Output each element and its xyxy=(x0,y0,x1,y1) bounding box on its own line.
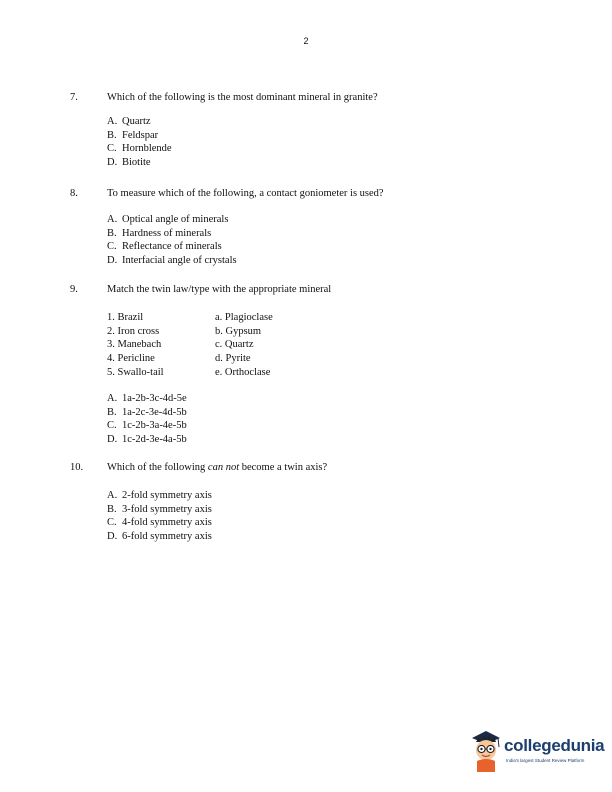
option-b: B. 3-fold symmetry axis xyxy=(107,503,212,515)
option-b: B. Hardness of minerals xyxy=(107,227,212,239)
answer-options xyxy=(107,392,187,447)
question-text: To measure which of the following, a contact goniometer is used? xyxy=(107,188,384,199)
logo-brand-text: collegedunia xyxy=(504,736,605,755)
question-number: 7. xyxy=(70,92,78,103)
option-a: A. 1a-2b-3c-4d-5e xyxy=(107,393,187,404)
list-item: a. Plagioclase xyxy=(215,312,273,323)
list-item: 2. Iron cross xyxy=(107,325,160,337)
option-d: D. Biotite xyxy=(107,157,151,169)
option-c: C. 4-fold symmetry axis xyxy=(107,517,212,529)
option-c: C. Reflectance of minerals xyxy=(107,241,222,253)
list-item: 3. Manebach xyxy=(107,339,162,351)
option-c: C. Hornblende xyxy=(107,143,172,155)
question-number: 8. xyxy=(70,188,78,199)
option-d: D. Interfacial angle of crystals xyxy=(107,255,237,267)
question-text: Match the twin law/type with the appropriate mineral xyxy=(107,284,332,295)
list-item: d. Pyrite xyxy=(215,353,251,365)
option-b: B. Feldspar xyxy=(107,129,159,141)
option-a: A. Optical angle of minerals xyxy=(107,214,229,225)
match-list-minerals xyxy=(215,311,273,380)
list-item: b. Gypsum xyxy=(215,325,262,337)
emphasis-text: can not xyxy=(207,462,240,473)
list-item: 5. Swallo-tail xyxy=(107,366,164,378)
list-item: 1. Brazil xyxy=(107,312,144,323)
answer-options xyxy=(107,213,237,268)
match-list-twin-laws xyxy=(107,311,164,380)
question-number: 10. xyxy=(70,462,84,473)
collegedunia-logo xyxy=(468,728,610,776)
question-text: Which of the following can not become a twin axis? xyxy=(107,462,328,473)
mascot-icon xyxy=(468,728,504,774)
question-text: Which of the following is the most dominant mineral in granite? xyxy=(107,92,378,103)
list-item: 4. Pericline xyxy=(107,353,155,365)
page-number: 2 xyxy=(303,36,309,46)
option-b: B. 1a-2c-3e-4d-5b xyxy=(107,406,187,418)
answer-options xyxy=(107,115,172,170)
option-d: D. 1c-2d-3e-4a-5b xyxy=(107,434,187,446)
question-number: 9. xyxy=(70,284,78,295)
option-a: A. Quartz xyxy=(107,116,151,127)
list-item: e. Orthoclase xyxy=(215,366,271,378)
answer-options xyxy=(107,489,212,544)
option-c: C. 1c-2b-3a-4e-5b xyxy=(107,420,187,432)
list-item: c. Quartz xyxy=(215,339,254,351)
option-a: A. 2-fold symmetry axis xyxy=(107,490,212,501)
option-d: D. 6-fold symmetry axis xyxy=(107,531,212,543)
logo-tagline: India's largest Student Review Platform xyxy=(506,758,585,763)
